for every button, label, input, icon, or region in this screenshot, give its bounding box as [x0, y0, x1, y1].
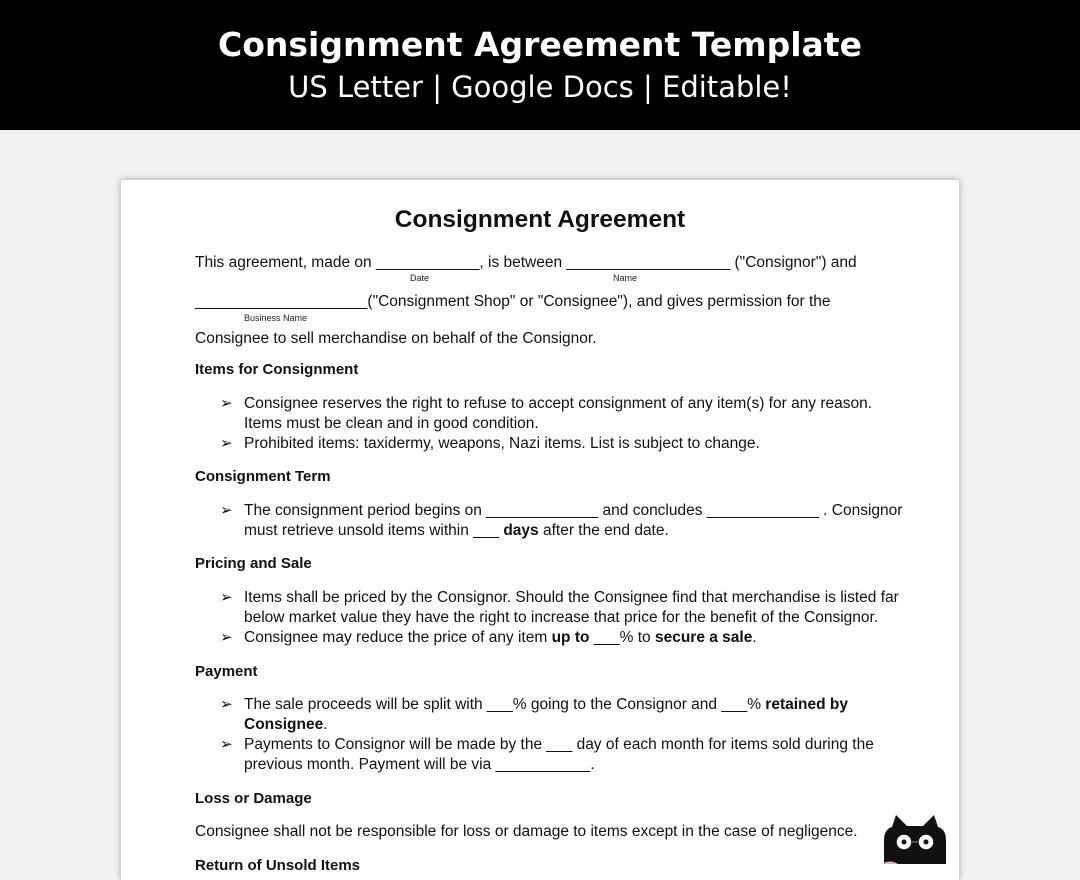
payment-text: The sale proceeds will be split with ___% going to the Consignor and ___% — [244, 696, 766, 713]
loss-text: Consignee shall not be responsible for loss or damage to items except in the case of negligence. — [195, 823, 858, 840]
payment-bullet-1-line-2 — [244, 715, 328, 735]
term-bullet-line-1 — [244, 501, 902, 521]
pricing-bullet-1-line-1: Items shall be priced by the Consignor. Should the Consignee find that merchandise is listed far — [244, 589, 899, 606]
banner-title: Consignment Agreement Template — [218, 25, 862, 64]
items-bullet-2: Prohibited items: taxidermy, weapons, Nazi items. List is subject to change. — [244, 435, 760, 452]
term-text: must retrieve unsold items within — [244, 522, 474, 539]
items-bullet-1-line-1: Consignee reserves the right to refuse to accept consignment of any item(s) for any reason. — [244, 395, 873, 412]
heading-consignment-term: Consignment Term — [195, 468, 331, 485]
intro-line-2 — [195, 292, 831, 312]
secure-a-sale-bold: secure a sale — [654, 629, 753, 646]
payment-bullet-2-line-1: Payments to Consignor will be made by the ___ day of each month for items sold during the — [244, 736, 874, 753]
retained-by-bold: retained by — [765, 696, 848, 713]
document-page — [121, 180, 959, 880]
caption-name: Name — [613, 273, 638, 283]
up-to-bold: up to — [551, 629, 590, 646]
date-blank: ____________ — [375, 254, 480, 271]
pricing-text: . — [752, 629, 757, 646]
caption-date: Date — [410, 273, 430, 283]
heading-payment: Payment — [195, 663, 258, 680]
payment-bullet-1-line-1 — [244, 695, 848, 715]
term-text: after the end date. — [538, 522, 669, 539]
bullet-arrow: ➢ — [220, 435, 233, 452]
pricing-bullet-2 — [244, 628, 757, 648]
bullet-arrow: ➢ — [220, 736, 233, 753]
days-bold: days — [503, 522, 539, 539]
pricing-text: ___% to — [589, 629, 655, 646]
term-text: and concludes — [598, 502, 707, 519]
intro-text: ("Consignment Shop" or "Consignee"), and gives permission for the — [367, 293, 831, 310]
payment-bullet-2-line-2: previous month. Payment will be via ___________. — [244, 756, 595, 773]
bullet-arrow: ➢ — [220, 502, 233, 519]
term-text: . Consignor — [818, 502, 903, 519]
bullet-arrow: ➢ — [220, 589, 233, 606]
heading-pricing-and-sale: Pricing and Sale — [195, 555, 312, 572]
banner-subtitle: US Letter | Google Docs | Editable! — [288, 70, 792, 104]
term-text: The consignment period begins on — [244, 502, 487, 519]
pricing-text: Consignee may reduce the price of any item — [244, 629, 552, 646]
intro-text: , is between — [479, 254, 567, 271]
intro-text: ("Consignor") and — [730, 254, 857, 271]
document-title: Consignment Agreement — [394, 206, 686, 233]
heading-loss-or-damage: Loss or Damage — [195, 790, 312, 807]
heading-items-for-consignment: Items for Consignment — [195, 361, 359, 378]
intro-text: This agreement, made on — [195, 254, 376, 271]
heading-return-of-unsold-items: Return of Unsold Items — [195, 857, 361, 874]
days-blank: ___ — [473, 522, 500, 539]
term-bullet-line-2 — [244, 521, 669, 541]
pricing-bullet-1-line-2: below market value they have the right to increase that price for the benefit of the Consignor. — [244, 609, 879, 626]
black-cat-icon — [880, 815, 950, 864]
header-banner — [0, 0, 1080, 130]
bullet-arrow: ➢ — [220, 696, 233, 713]
bullet-arrow: ➢ — [220, 395, 233, 412]
intro-line-3: Consignee to sell merchandise on behalf of the Consignor. — [195, 330, 597, 347]
consignee-bold: Consignee — [244, 716, 324, 733]
end-date-blank: _____________ — [706, 502, 819, 519]
name-blank: ___________________ — [566, 254, 731, 271]
items-bullet-1-line-2: Items must be clean and in good condition. — [244, 415, 539, 432]
caption-business-name: Business Name — [244, 313, 308, 323]
payment-text: . — [323, 716, 328, 733]
bullet-arrow: ➢ — [220, 629, 233, 646]
business-name-blank: ____________________ — [195, 293, 368, 310]
intro-line-1 — [195, 253, 857, 273]
start-date-blank: _____________ — [486, 502, 599, 519]
